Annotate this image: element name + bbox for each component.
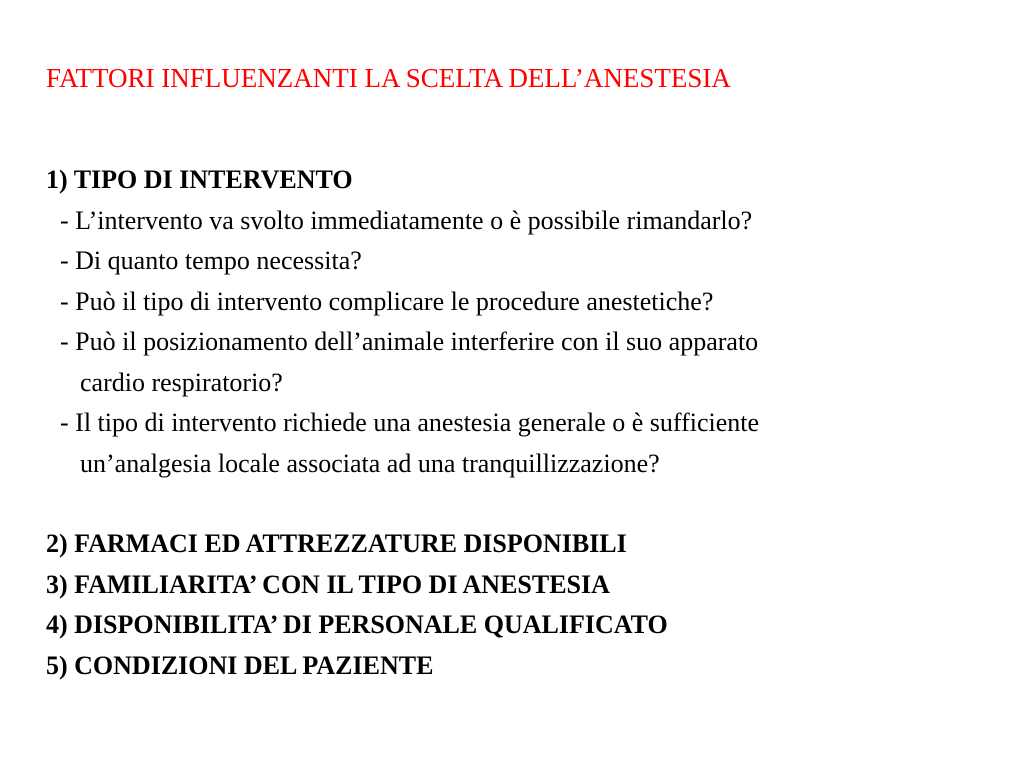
bullet-point <box>46 201 1006 242</box>
factor-heading-personale: 4) DISPONIBILITA’ DI PERSONALE QUALIFICATO <box>46 610 668 639</box>
factor-heading-condizioni: 5) CONDIZIONI DEL PAZIENTE <box>46 650 434 680</box>
slide-title: FATTORI INFLUENZANTI LA SCELTA DELL’ANESTESIA <box>46 63 731 93</box>
spacer <box>46 484 1006 524</box>
bullet-point <box>46 322 1006 403</box>
bullet-text: - Può il posizionamento dell’animale interferire con il suo apparato <box>60 327 759 356</box>
bullet-text: - Può il tipo di intervento complicare le procedure anestetiche? <box>60 286 714 316</box>
slide-body <box>46 160 1006 686</box>
bullet-text-continuation: cardio respiratorio? <box>80 367 283 397</box>
bullet-text: - Di quanto tempo necessita? <box>60 246 362 275</box>
bullet-text: - Il tipo di intervento richiede una anestesia generale o è sufficiente <box>60 408 760 437</box>
bullet-point <box>46 241 1006 282</box>
bullet-text: - L’intervento va svolto immediatamente o è possibile rimandarlo? <box>60 205 753 235</box>
bullet-point <box>46 403 1006 484</box>
section-heading-tipo-intervento: 1) TIPO DI INTERVENTO <box>46 165 353 194</box>
bullet-text-continuation: un’analgesia locale associata ad una tranquillizzazione? <box>80 448 660 478</box>
bullet-point <box>46 282 1006 323</box>
factor-heading-farmaci: 2) FARMACI ED ATTREZZATURE DISPONIBILI <box>46 529 627 558</box>
factor-heading-familiarita: 3) FAMILIARITA’ CON IL TIPO DI ANESTESIA <box>46 569 610 599</box>
